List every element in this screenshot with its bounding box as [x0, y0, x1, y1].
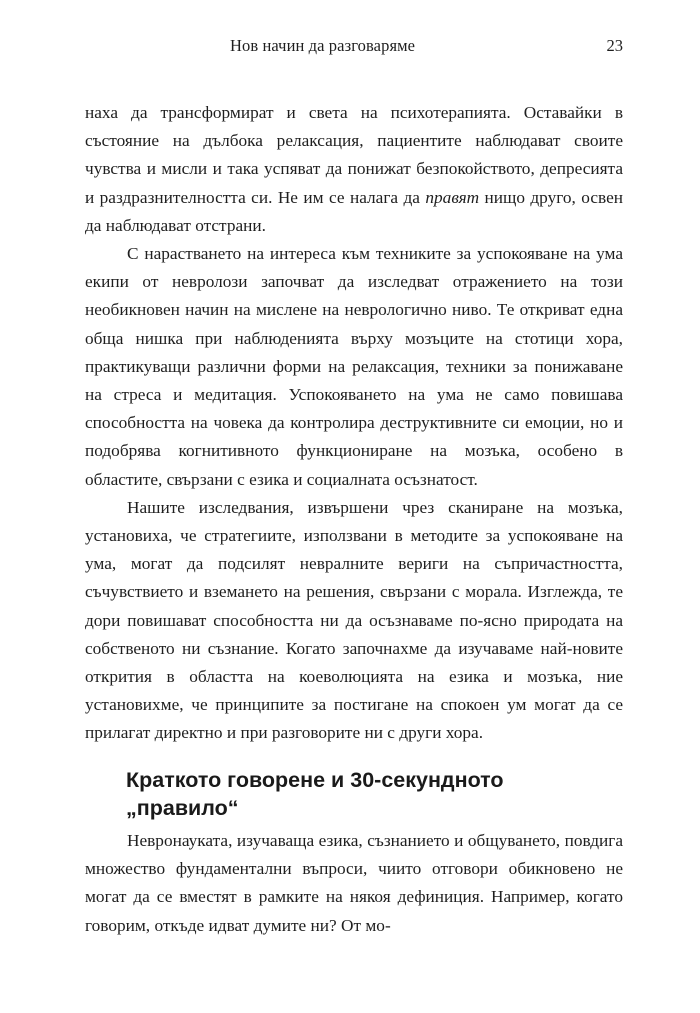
body-text [85, 99, 623, 748]
emphasis-word: правят [425, 187, 480, 207]
section-paragraph-1: Невронауката, изучаваща езика, съзнанието и общуването, повдига множество фундаментални въпроси, чиито отговори обикновено не могат да се вместят в рамките на някоя дефиниция. Например, когато говорим, откъде идват думите ни? От мо- [85, 831, 623, 935]
paragraph-2: С нарастването на интереса към техниките за успокояване на ума екипи от невролози започват да изследват отражението на този необикновен начин на мислене на неврологично ниво. Те откриват една обща нишка при наблюденията върху мозъците на стотици хора, практикуващи различни форми на релаксация, техники за понижаване на стреса и медитация. Успокояването на ума не само повишава способността на човека да контролира деструктивните си емоции, но и подобрява когнитивното функциониране на мозъка, особено в областите, свързани с езика и социалната осъзнатост. [85, 244, 623, 489]
paragraph-1-end: нищо друго, освен да наблюдават отстрани. [85, 187, 623, 235]
paragraph-3: Нашите изследвания, извършени чрез сканиране на мозъка, установиха, че стратегиите, използвани в методите за успокояване на ума, могат да подсилят невралните вериги на съпричастността, съчувствието и вземането на решения, свързани с морала. Изглежда, те дори повишават способността ни да осъзнаваме по-ясно природата на собственото ни съзнание. Когато започнахме да изучаваме най-новите открития в областта на коеволюцията на езика и мозъка, ние установихме, че принципите за постигане на спокоен ум могат да се прилагат директно и при разговорите ни с други хора. [85, 497, 623, 743]
section-heading: Краткото говорене и 30-секундното „правило“ [126, 768, 504, 820]
paragraph-1-start: наха да трансформират и света на психотерапията. Оставайки в състояние на дълбока релаксация, пациентите наблюдават своите чувства и мисли и така успяват да понижат безпокойството, депресията и раздразнителността си. Не им се налага да [85, 103, 623, 207]
paragraph-1 [85, 99, 623, 240]
running-title: Нов начин да разговаряме [230, 36, 416, 55]
section-body [85, 827, 623, 940]
running-header [85, 34, 623, 58]
page-number: 23 [606, 36, 623, 55]
